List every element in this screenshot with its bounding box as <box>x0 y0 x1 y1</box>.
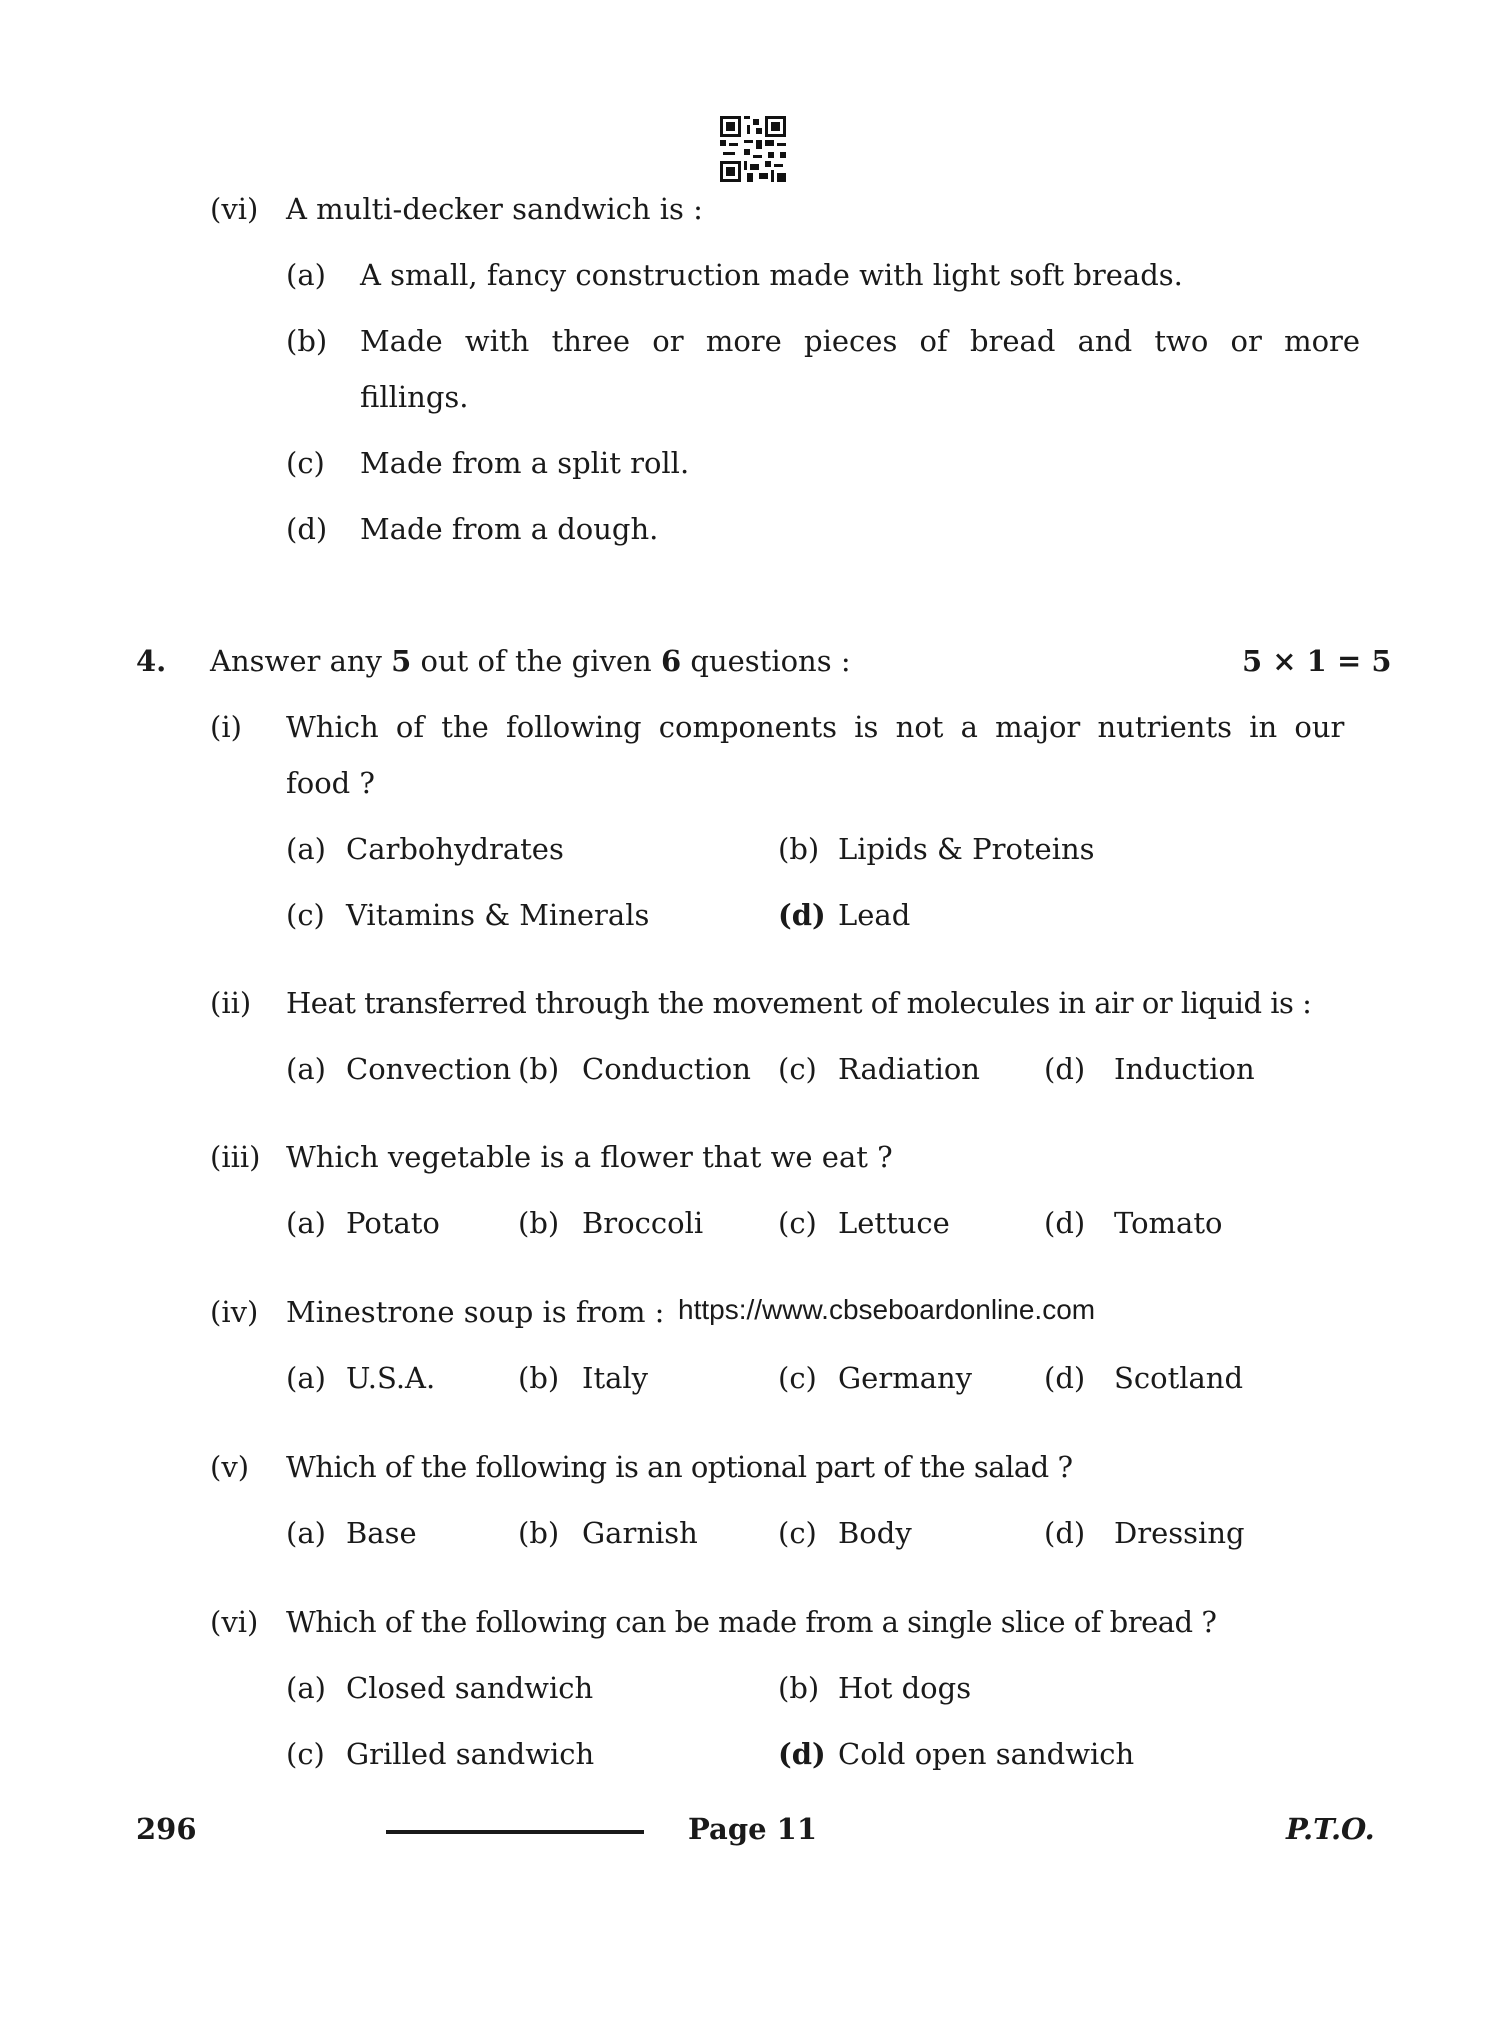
option-label: (c) <box>778 1361 817 1395</box>
option-label: (b) <box>778 832 820 866</box>
option-text: Scotland <box>1114 1361 1244 1395</box>
option-label: (b) <box>286 324 328 358</box>
option-label: (c) <box>778 1516 817 1550</box>
option-text: Made with three or more pieces of bread and two or more <box>360 324 1361 358</box>
option-text: Lead <box>838 898 911 932</box>
option-label: (a) <box>286 1206 326 1240</box>
option-text: Radiation <box>838 1052 980 1086</box>
paper-code: 296 <box>136 1812 197 1846</box>
option-text: Carbohydrates <box>346 832 564 866</box>
option-label: (a) <box>286 1516 326 1550</box>
option-label: (c) <box>286 1737 325 1771</box>
page-number: Page 11 <box>688 1812 817 1846</box>
option-label: (d) <box>1044 1052 1086 1086</box>
question-text: Which vegetable is a flower that we eat ? <box>286 1140 893 1174</box>
option-label: (b) <box>778 1671 820 1705</box>
option-label: (b) <box>518 1361 560 1395</box>
option-label: (c) <box>286 898 325 932</box>
option-label: (a) <box>286 1361 326 1395</box>
please-turn-over: P.T.O. <box>1286 1812 1375 1846</box>
option-label: (c) <box>778 1206 817 1240</box>
option-label: (b) <box>518 1052 560 1086</box>
option-text: Conduction <box>582 1052 751 1086</box>
question-number: (vi) <box>210 192 259 226</box>
option-label: (d) <box>1044 1361 1086 1395</box>
option-label: (a) <box>286 1671 326 1705</box>
option-text: Vitamins & Minerals <box>346 898 650 932</box>
option-label: (d) <box>286 512 328 546</box>
option-text: Lettuce <box>838 1206 950 1240</box>
option-label: (d) <box>778 1737 826 1771</box>
option-text: U.S.A. <box>346 1361 436 1395</box>
option-text: Grilled sandwich <box>346 1737 595 1771</box>
question-number: (vi) <box>210 1605 259 1639</box>
option-text: Base <box>346 1516 417 1550</box>
option-text: Made from a split roll. <box>360 446 690 480</box>
option-label: (b) <box>518 1516 560 1550</box>
option-text: Dressing <box>1114 1516 1245 1550</box>
option-text: A small, fancy construction made with light soft breads. <box>360 258 1183 292</box>
question-text: Which of the following is an optional part of the salad ? <box>286 1450 1073 1484</box>
question-number: (iii) <box>210 1140 261 1174</box>
option-text: Convection <box>346 1052 512 1086</box>
option-text: Potato <box>346 1206 440 1240</box>
question-text: A multi-decker sandwich is : <box>286 192 703 226</box>
question-text: Heat transferred through the movement of molecules in air or liquid is : <box>286 986 1312 1020</box>
option-label: (d) <box>1044 1516 1086 1550</box>
question-text-continued: food ? <box>286 766 375 800</box>
question-text: Which of the following can be made from a single slice of bread ? <box>286 1605 1217 1639</box>
option-label: (b) <box>518 1206 560 1240</box>
option-label: (d) <box>1044 1206 1086 1240</box>
option-label: (a) <box>286 1052 326 1086</box>
option-text: Induction <box>1114 1052 1255 1086</box>
option-text: Body <box>838 1516 912 1550</box>
option-text: Closed sandwich <box>346 1671 594 1705</box>
question-number: (ii) <box>210 986 252 1020</box>
option-label: (a) <box>286 258 326 292</box>
option-text: Broccoli <box>582 1206 704 1240</box>
option-label: (d) <box>778 898 826 932</box>
question-number: (iv) <box>210 1295 259 1329</box>
footer-divider <box>386 1830 644 1834</box>
question-text: Minestrone soup is from : <box>286 1295 665 1329</box>
option-text-continued: fillings. <box>360 380 469 414</box>
option-text: Hot dogs <box>838 1671 972 1705</box>
option-text: Italy <box>582 1361 649 1395</box>
option-text: Cold open sandwich <box>838 1737 1135 1771</box>
option-label: (c) <box>286 446 325 480</box>
question-number: (v) <box>210 1450 250 1484</box>
option-text: Garnish <box>582 1516 698 1550</box>
qr-code-icon <box>720 116 786 182</box>
option-text: Lipids & Proteins <box>838 832 1095 866</box>
option-text: Made from a dough. <box>360 512 659 546</box>
option-text: Germany <box>838 1361 973 1395</box>
option-label: (c) <box>778 1052 817 1086</box>
marks-allocation: 5 × 1 = 5 <box>1242 644 1392 678</box>
watermark-url: https://www.cbseboardonline.com <box>678 1294 1096 1325</box>
question-number: (i) <box>210 710 242 744</box>
question-number: 4. <box>136 644 167 678</box>
question-text: Which of the following components is not a major nutrients in our <box>286 710 1345 744</box>
option-label: (a) <box>286 832 326 866</box>
option-text: Tomato <box>1114 1206 1223 1240</box>
question-intro: Answer any 5 out of the given 6 questions : <box>210 644 851 678</box>
